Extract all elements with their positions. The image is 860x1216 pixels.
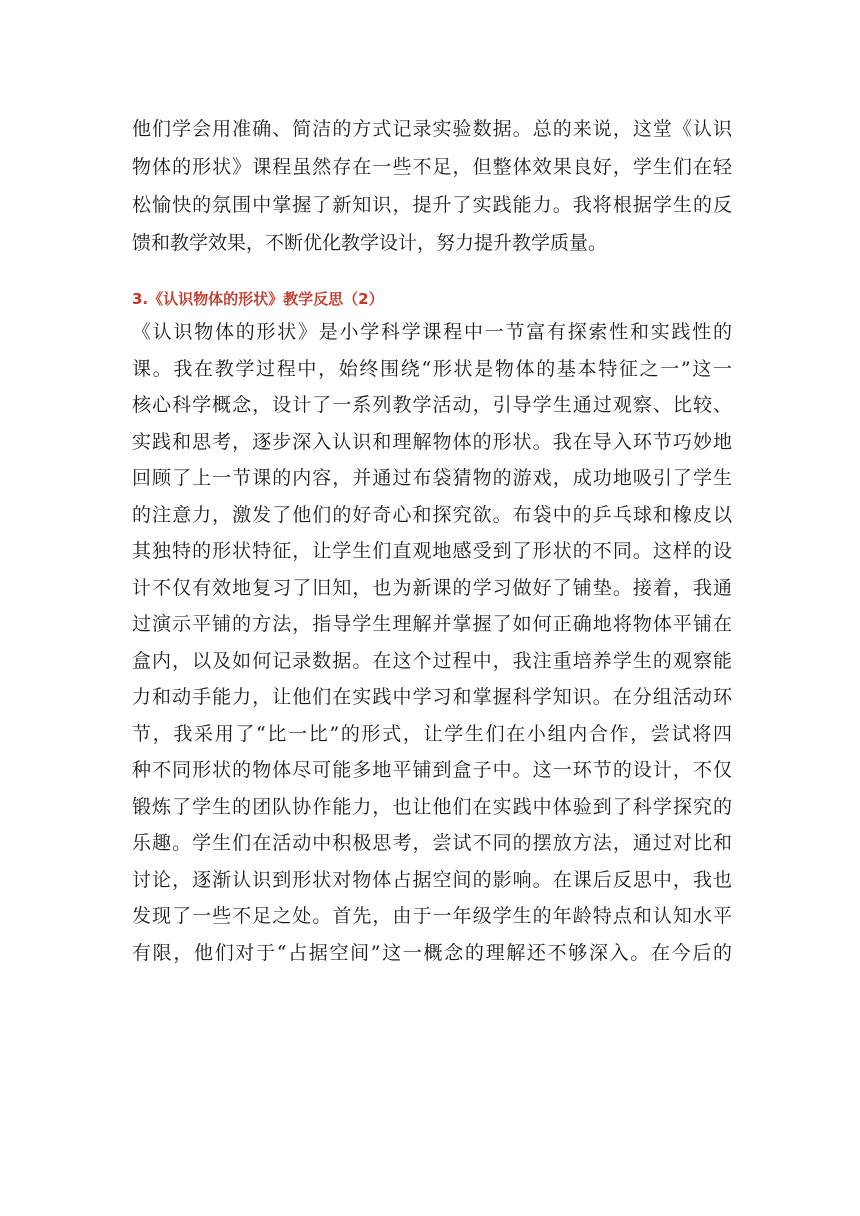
paragraph-reflection <box>132 314 732 971</box>
text-line: 盒内，以及如何记录数据。在这个过程中，我注重培养学生的观察能 <box>132 649 732 672</box>
text-line: 馈和教学效果，不断优化教学设计，努力提升教学质量。 <box>132 232 608 254</box>
text-line: 回顾了上一节课的内容，并通过布袋猜物的游戏，成功地吸引了学生 <box>132 467 732 489</box>
text-line: 节，我采用了“比一比”的形式，让学生们在小组内合作，尝试将四 <box>132 722 732 745</box>
text-line: 实践和思考，逐步深入认识和理解物体的形状。我在导入环节巧妙地 <box>132 430 732 453</box>
text-line: 松愉快的氛围中掌握了新知识，提升了实践能力。我将根据学生的反 <box>132 194 732 216</box>
text-line: 《认识物体的形状》是小学科学课程中一节富有探索性和实践性的 <box>132 321 732 343</box>
text-line: 种不同形状的物体尽可能多地平铺到盒子中。这一环节的设计，不仅 <box>132 759 732 781</box>
text-line: 乐趣。学生们在活动中积极思考，尝试不同的摆放方法，通过对比和 <box>132 832 732 854</box>
text-line: 其独特的形状特征，让学生们直观地感受到了形状的不同。这样的设 <box>132 540 732 562</box>
text-line: 有限，他们对于“占据空间”这一概念的理解还不够深入。在今后的 <box>132 941 732 964</box>
text-line: 过演示平铺的方法，指导学生理解并掌握了如何正确地将物体平铺在 <box>132 613 732 635</box>
text-line: 锻炼了学生的团队协作能力，也让他们在实践中体验到了科学探究的 <box>132 795 732 818</box>
text-line: 课。我在教学过程中，始终围绕“形状是物体的基本特征之一”这一 <box>132 357 732 380</box>
paragraph-continued <box>132 110 732 262</box>
text-line: 核心科学概念，设计了一系列教学活动，引导学生通过观察、比较、 <box>132 394 732 416</box>
text-line: 讨论，逐渐认识到形状对物体占据空间的影响。在课后反思中，我也 <box>132 868 732 891</box>
text-line: 发现了一些不足之处。首先，由于一年级学生的年龄特点和认知水平 <box>132 905 732 927</box>
text-line: 计不仅有效地复习了旧知，也为新课的学习做好了铺垫。接着，我通 <box>132 576 732 599</box>
text-line: 力和动手能力，让他们在实践中学习和掌握科学知识。在分组活动环 <box>132 686 732 708</box>
text-line: 他们学会用准确、简洁的方式记录实验数据。总的来说，这堂《认识 <box>132 118 732 140</box>
text-line: 物体的形状》课程虽然存在一些不足，但整体效果良好，学生们在轻 <box>132 156 732 178</box>
section-heading: 3.《认识物体的形状》教学反思（2） <box>132 290 384 308</box>
text-line: 的注意力，激发了他们的好奇心和探究欲。布袋中的乒乓球和橡皮以 <box>132 503 732 526</box>
